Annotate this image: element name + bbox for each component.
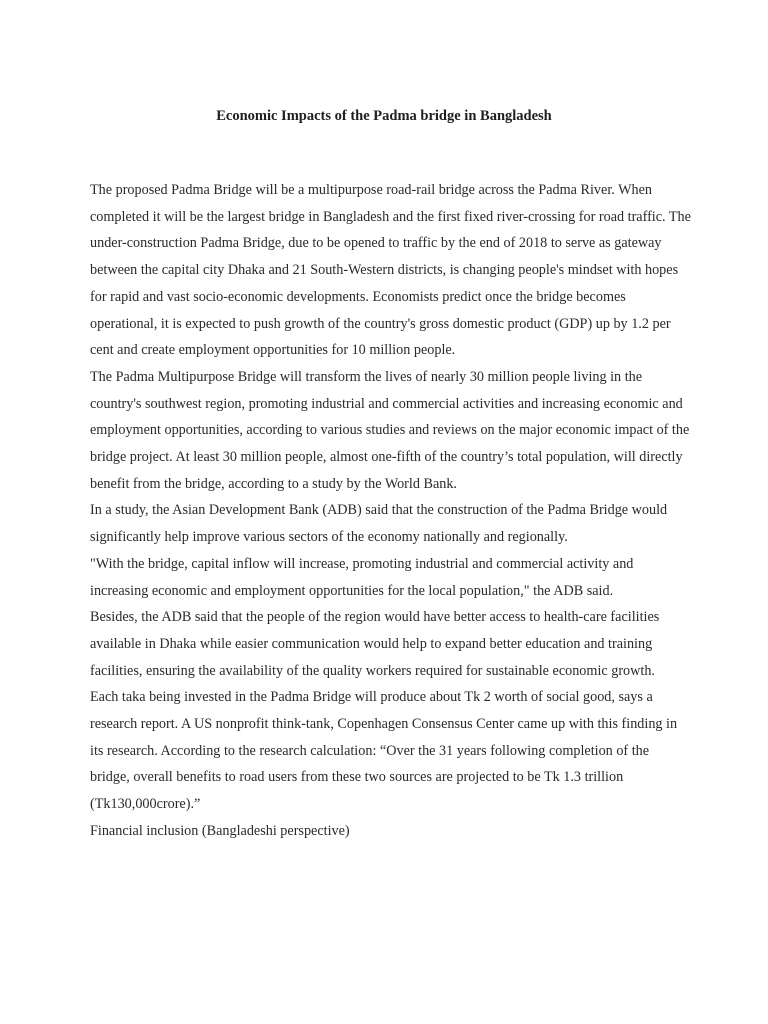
paragraph-adb-study: In a study, the Asian Development Bank (ADB) said that the construction of the Padma Bridge would significantly help improve various sectors of the economy nationally and regionally. xyxy=(90,502,668,546)
paragraph-intro: The proposed Padma Bridge will be a multipurpose road-rail bridge across the Padma River. When completed it will be the largest bridge in Bangladesh and the first fixed river-crossing for road traffic. The under-construction Padma Bridge, due to be opened to traffic by the end of 2018 to serve as gateway between the capital city Dhaka and 21 South-Western districts, is changing people's mindset with hopes for rapid and vast socio-economic developments. Economists predict once the bridge becomes operational, it is expected to push growth of the country's gross domestic product (GDP) up by 1.2 per cent and create employment opportunities for 10 million people. xyxy=(90,182,691,359)
paragraph-multipurpose-bridge: The Padma Multipurpose Bridge will transform the lives of nearly 30 million people living in the country's southwest region, promoting industrial and commercial activities and increasing economic and employment opportunities, according to various studies and reviews on the major economic impact of the bridge project. At least 30 million people, almost one-fifth of the country’s total population, will directly benefit from the bridge, according to a study by the World Bank. xyxy=(90,368,690,492)
paragraph-adb-health-education: Besides, the ADB said that the people of the region would have better access to health-care facilities available in Dhaka while easier communication would help to expand better education and training facilities, ensuring the availability of the quality workers required for sustainable economic growth. xyxy=(90,609,660,679)
paragraph-adb-quote: "With the bridge, capital inflow will increase, promoting industrial and commercial activity and increasing economic and employment opportunities for the local population," the ADB said. xyxy=(90,555,634,599)
paragraph-social-good: Each taka being invested in the Padma Bridge will produce about Tk 2 worth of social good, says a research report. A US nonprofit think-tank, Copenhagen Consensus Center came up with this finding in its research. According to the research calculation: “Over the 31 years following completion of the bridge, overall benefits to road users from these two sources are projected to be Tk 1.3 trillion (Tk130,000crore).” xyxy=(90,689,678,813)
document-body xyxy=(90,177,692,845)
paragraph-financial-inclusion: Financial inclusion (Bangladeshi perspective) xyxy=(90,822,350,839)
document-title: Economic Impacts of the Padma bridge in Bangladesh xyxy=(216,108,552,124)
